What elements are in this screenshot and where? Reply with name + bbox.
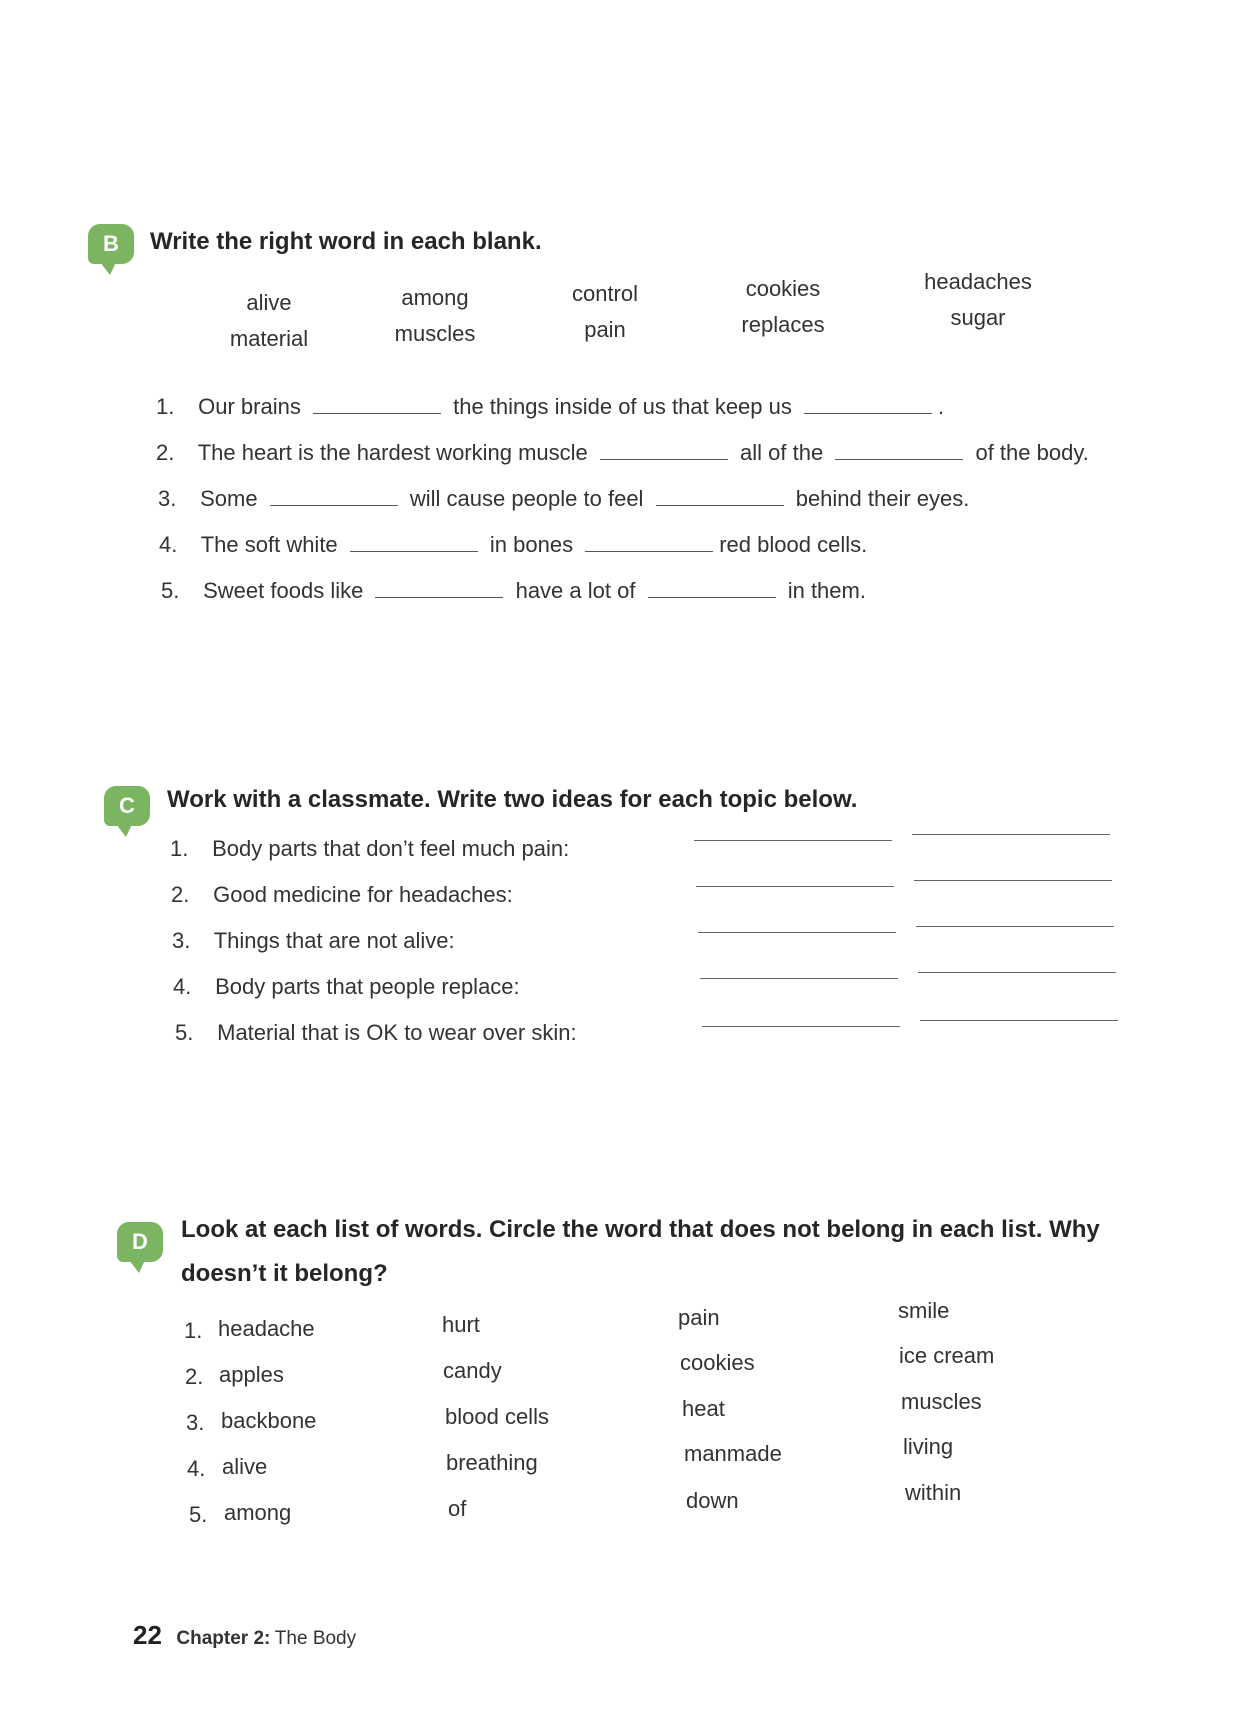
sentence-number: 1. xyxy=(156,394,175,419)
section-d-instruction-line1: Look at each list of words. Circle the word that does not belong in each list. Why xyxy=(181,1216,1100,1243)
section-b-instruction: Write the right word in each blank. xyxy=(150,228,542,255)
sentence-text: will cause people to feel xyxy=(409,486,644,511)
bank-word: cookies xyxy=(745,276,821,301)
list-word[interactable]: blood cells xyxy=(445,1404,549,1429)
topic-text: Good medicine for headaches: xyxy=(213,882,513,907)
topic-row xyxy=(172,928,455,954)
sentence-text: . xyxy=(938,394,945,419)
bank-word: sugar xyxy=(950,305,1006,330)
section-d-badge: D xyxy=(117,1222,163,1262)
list-word[interactable]: heat xyxy=(682,1396,725,1421)
page-footer xyxy=(133,1620,356,1651)
list-word[interactable]: headache xyxy=(218,1316,315,1341)
list-word[interactable]: backbone xyxy=(221,1408,317,1433)
sentence-number: 3. xyxy=(158,486,177,511)
sentence-text: Our brains xyxy=(198,394,301,419)
sentence-row xyxy=(159,532,867,558)
topic-number: 1. xyxy=(170,836,189,861)
sentence-text: Some xyxy=(200,486,258,511)
bank-word: material xyxy=(229,326,309,351)
sentence-number: 5. xyxy=(161,578,180,603)
answer-line[interactable] xyxy=(916,926,1114,927)
answer-line[interactable] xyxy=(912,834,1110,835)
topic-row xyxy=(170,836,569,862)
sentence-text: The soft white xyxy=(200,532,338,557)
sentence-text: all of the xyxy=(740,440,824,465)
list-word[interactable]: cookies xyxy=(680,1350,755,1375)
sentence-number: 4. xyxy=(159,532,178,557)
list-number: 3. xyxy=(186,1410,205,1435)
list-word[interactable]: alive xyxy=(222,1454,268,1479)
bank-word: pain xyxy=(584,317,626,342)
topic-text: Things that are not alive: xyxy=(213,928,455,953)
answer-blank[interactable] xyxy=(270,487,398,506)
sentence-text: The heart is the hardest working muscle xyxy=(197,440,588,465)
list-word[interactable]: manmade xyxy=(684,1441,782,1466)
list-word[interactable]: down xyxy=(686,1488,739,1513)
topic-text: Body parts that don’t feel much pain: xyxy=(212,836,570,861)
answer-blank[interactable] xyxy=(648,579,776,598)
section-c-badge: C xyxy=(104,786,150,826)
list-word[interactable]: pain xyxy=(678,1305,720,1330)
answer-line[interactable] xyxy=(920,1020,1118,1021)
list-word[interactable]: apples xyxy=(219,1362,284,1387)
bank-word: alive xyxy=(246,290,292,315)
list-word[interactable]: ice cream xyxy=(899,1343,995,1368)
sentence-text: the things inside of us that keep us xyxy=(453,394,792,419)
list-word[interactable]: smile xyxy=(898,1298,950,1323)
sentence-text: Sweet foods like xyxy=(203,578,364,603)
topic-text: Body parts that people replace: xyxy=(215,974,520,999)
answer-blank[interactable] xyxy=(313,395,441,414)
bank-word: muscles xyxy=(394,321,476,346)
answer-blank[interactable] xyxy=(835,441,963,460)
list-word[interactable]: muscles xyxy=(901,1389,982,1414)
answer-blank[interactable] xyxy=(600,441,728,460)
list-number: 2. xyxy=(185,1364,204,1389)
sentence-text: in them. xyxy=(787,578,866,603)
list-word[interactable]: living xyxy=(903,1434,954,1459)
topic-number: 4. xyxy=(173,974,192,999)
list-word[interactable]: breathing xyxy=(446,1450,538,1475)
list-number: 5. xyxy=(189,1502,208,1527)
bank-word: among xyxy=(401,285,469,310)
chapter-label: Chapter 2: xyxy=(176,1628,271,1649)
sentence-text: of the body. xyxy=(975,440,1089,465)
list-word[interactable]: within xyxy=(905,1480,962,1505)
answer-blank[interactable] xyxy=(350,533,478,552)
chapter-name: The Body xyxy=(274,1628,357,1649)
sentence-text: behind their eyes. xyxy=(795,486,970,511)
sentence-text: in bones xyxy=(489,532,574,557)
section-c-instruction: Work with a classmate. Write two ideas for each topic below. xyxy=(167,786,858,813)
answer-line[interactable] xyxy=(914,880,1112,881)
section-b-badge: B xyxy=(88,224,134,264)
topic-text: Material that is OK to wear over skin: xyxy=(217,1020,577,1045)
list-word[interactable]: candy xyxy=(443,1358,502,1383)
sentence-number: 2. xyxy=(156,440,175,465)
answer-blank[interactable] xyxy=(585,533,713,552)
topic-row xyxy=(171,882,513,908)
topic-number: 3. xyxy=(172,928,191,953)
list-number: 4. xyxy=(187,1456,206,1481)
answer-blank[interactable] xyxy=(375,579,503,598)
answer-line[interactable] xyxy=(694,840,892,841)
bank-word: control xyxy=(571,281,639,306)
page-number: 22 xyxy=(133,1620,162,1650)
answer-line[interactable] xyxy=(918,972,1116,973)
sentence-text: have a lot of xyxy=(515,578,636,603)
topic-row xyxy=(173,974,520,1000)
bank-word: replaces xyxy=(741,312,825,337)
topic-number: 2. xyxy=(171,882,190,907)
answer-blank[interactable] xyxy=(656,487,784,506)
sentence-row xyxy=(156,440,1089,466)
sentence-row xyxy=(158,486,969,512)
answer-line[interactable] xyxy=(702,1026,900,1027)
answer-line[interactable] xyxy=(696,886,894,887)
answer-line[interactable] xyxy=(698,932,896,933)
sentence-text: red blood cells. xyxy=(719,532,868,557)
sentence-row xyxy=(161,578,866,604)
list-word[interactable]: hurt xyxy=(442,1312,480,1337)
bank-word: headaches xyxy=(924,269,1032,294)
section-d-instruction-line2: doesn’t it belong? xyxy=(181,1260,388,1287)
list-word[interactable]: of xyxy=(448,1496,467,1521)
topic-number: 5. xyxy=(175,1020,194,1045)
answer-blank[interactable] xyxy=(804,395,932,414)
sentence-row xyxy=(156,394,944,420)
list-number: 1. xyxy=(184,1318,203,1343)
list-word[interactable]: among xyxy=(224,1500,292,1525)
answer-line[interactable] xyxy=(700,978,898,979)
topic-row xyxy=(175,1020,577,1046)
